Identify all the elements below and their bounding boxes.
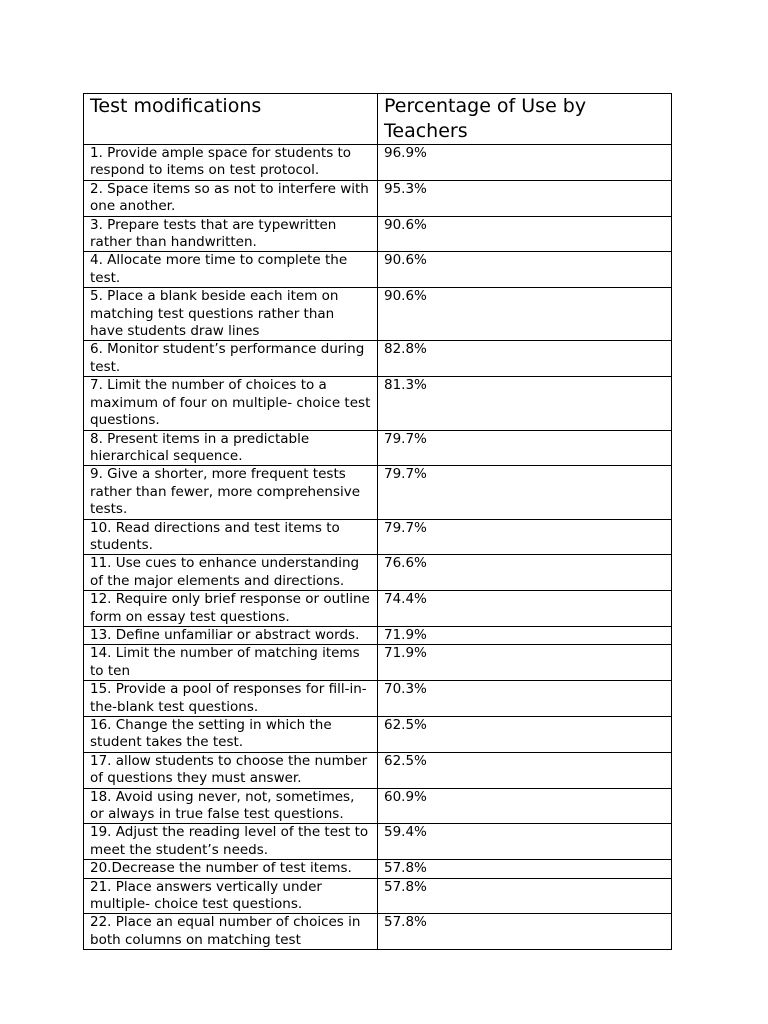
percentage-value: 79.7% [384,430,427,447]
table-row [84,466,672,519]
table-row [84,824,672,860]
modification-cell [84,288,378,341]
percentage-value: 62.5% [384,752,427,769]
table-row [84,860,672,878]
modification-text: 13. Define unfamiliar or abstract words. [90,626,360,643]
table-row [84,216,672,252]
percentage-value: 57.8% [384,860,427,877]
percentage-cell [378,788,672,824]
test-modifications-table [83,93,672,950]
percentage-value: 57.8% [384,914,427,931]
percentage-cell [378,824,672,860]
modification-cell [84,788,378,824]
modification-text: 10. Read directions and test items to students. [90,519,340,553]
header-percentage-of-use: Percentage of Use by Teachers [378,94,672,145]
table-row [84,555,672,591]
modification-cell [84,591,378,627]
modification-text: 21. Place answers vertically under multiple- choice test questions. [90,878,322,913]
percentage-value: 82.8% [384,341,427,358]
modification-cell [84,145,378,181]
modification-text: 4. Allocate more time to complete the test. [90,252,348,286]
percentage-cell [378,717,672,753]
modification-cell [84,466,378,519]
table-row [84,430,672,466]
modification-cell [84,430,378,466]
modification-text: 12. Require only brief response or outline form on essay test questions. [90,591,370,625]
percentage-cell [378,341,672,377]
percentage-value: 79.7% [384,466,427,483]
table-row [84,788,672,824]
percentage-cell [378,216,672,252]
modification-cell [84,824,378,860]
table-row [84,717,672,753]
modification-text: 3. Prepare tests that are typewritten rather than handwritten. [90,216,337,251]
modification-cell [84,626,378,644]
modification-text: 16. Change the setting in which the student takes the test. [90,717,332,751]
table-row [84,681,672,717]
table-row [84,377,672,430]
modification-cell [84,914,378,950]
header-test-modifications: Test modifications [84,94,378,145]
percentage-cell [378,555,672,591]
modification-cell [84,681,378,717]
table-row [84,645,672,681]
modification-cell [84,519,378,555]
percentage-cell [378,466,672,519]
modification-text: 22. Place an equal number of choices in both columns on matching test [90,914,361,948]
modification-text: 5. Place a blank beside each item on matching test questions rather than have students draw lines [90,288,339,340]
percentage-value: 79.7% [384,519,427,536]
modification-text: 15. Provide a pool of responses for fill-in-the-blank test questions. [90,681,367,715]
percentage-value: 95.3% [384,180,427,197]
percentage-cell [378,288,672,341]
modification-cell [84,717,378,753]
modification-text: 8. Present items in a predictable hierarchical sequence. [90,430,310,464]
modification-text: 7. Limit the number of choices to a maximum of four on multiple- choice test questions. [90,377,371,429]
modification-cell [84,341,378,377]
percentage-cell [378,860,672,878]
table-row [84,914,672,950]
modification-cell [84,878,378,914]
percentage-value: 71.9% [384,626,427,643]
percentage-cell [378,878,672,914]
modification-cell [84,555,378,591]
percentage-cell [378,626,672,644]
modification-cell [84,752,378,788]
table-row [84,878,672,914]
percentage-cell [378,430,672,466]
table-row [84,288,672,341]
table-row [84,341,672,377]
percentage-cell [378,519,672,555]
modification-text: 1. Provide ample space for students to respond to items on test protocol. [90,145,352,179]
percentage-value: 90.6% [384,252,427,269]
table-row [84,591,672,627]
table-body [84,145,672,950]
percentage-cell [378,145,672,181]
percentage-cell [378,914,672,950]
modification-text: 19. Adjust the reading level of the test to meet the student’s needs. [90,824,369,858]
table-row [84,519,672,555]
percentage-cell [378,377,672,430]
modification-text: 2. Space items so as not to interfere with one another. [90,180,369,215]
percentage-value: 70.3% [384,681,427,698]
modification-cell [84,860,378,878]
modification-text: 20.Decrease the number of test items. [90,860,352,877]
percentage-cell [378,752,672,788]
percentage-value: 57.8% [384,878,427,895]
modification-cell [84,377,378,430]
modification-cell [84,180,378,216]
percentage-cell [378,681,672,717]
percentage-value: 74.4% [384,591,427,608]
percentage-value: 60.9% [384,788,427,805]
modification-cell [84,216,378,252]
table-header-row [84,94,672,145]
table-row [84,180,672,216]
modification-text: 9. Give a shorter, more frequent tests rather than fewer, more comprehensive tests. [90,466,361,518]
table-row [84,145,672,181]
modification-text: 17. allow students to choose the number of questions they must answer. [90,752,368,787]
percentage-value: 81.3% [384,377,427,394]
percentage-cell [378,645,672,681]
percentage-cell [378,180,672,216]
modification-text: 14. Limit the number of matching items to ten [90,645,360,679]
percentage-value: 62.5% [384,717,427,733]
percentage-value: 71.9% [384,645,427,662]
percentage-value: 96.9% [384,145,427,161]
modification-text: 11. Use cues to enhance understanding of the major elements and directions. [90,555,360,589]
table-row [84,252,672,288]
modification-cell [84,645,378,681]
percentage-value: 59.4% [384,824,427,841]
table-row [84,752,672,788]
percentage-value: 90.6% [384,216,427,233]
modification-cell [84,252,378,288]
table-row [84,626,672,644]
percentage-cell [378,591,672,627]
percentage-value: 90.6% [384,288,427,305]
modification-text: 6. Monitor student’s performance during test. [90,341,365,375]
percentage-cell [378,252,672,288]
modification-text: 18. Avoid using never, not, sometimes, or always in true false test questions. [90,788,355,823]
percentage-value: 76.6% [384,555,427,572]
